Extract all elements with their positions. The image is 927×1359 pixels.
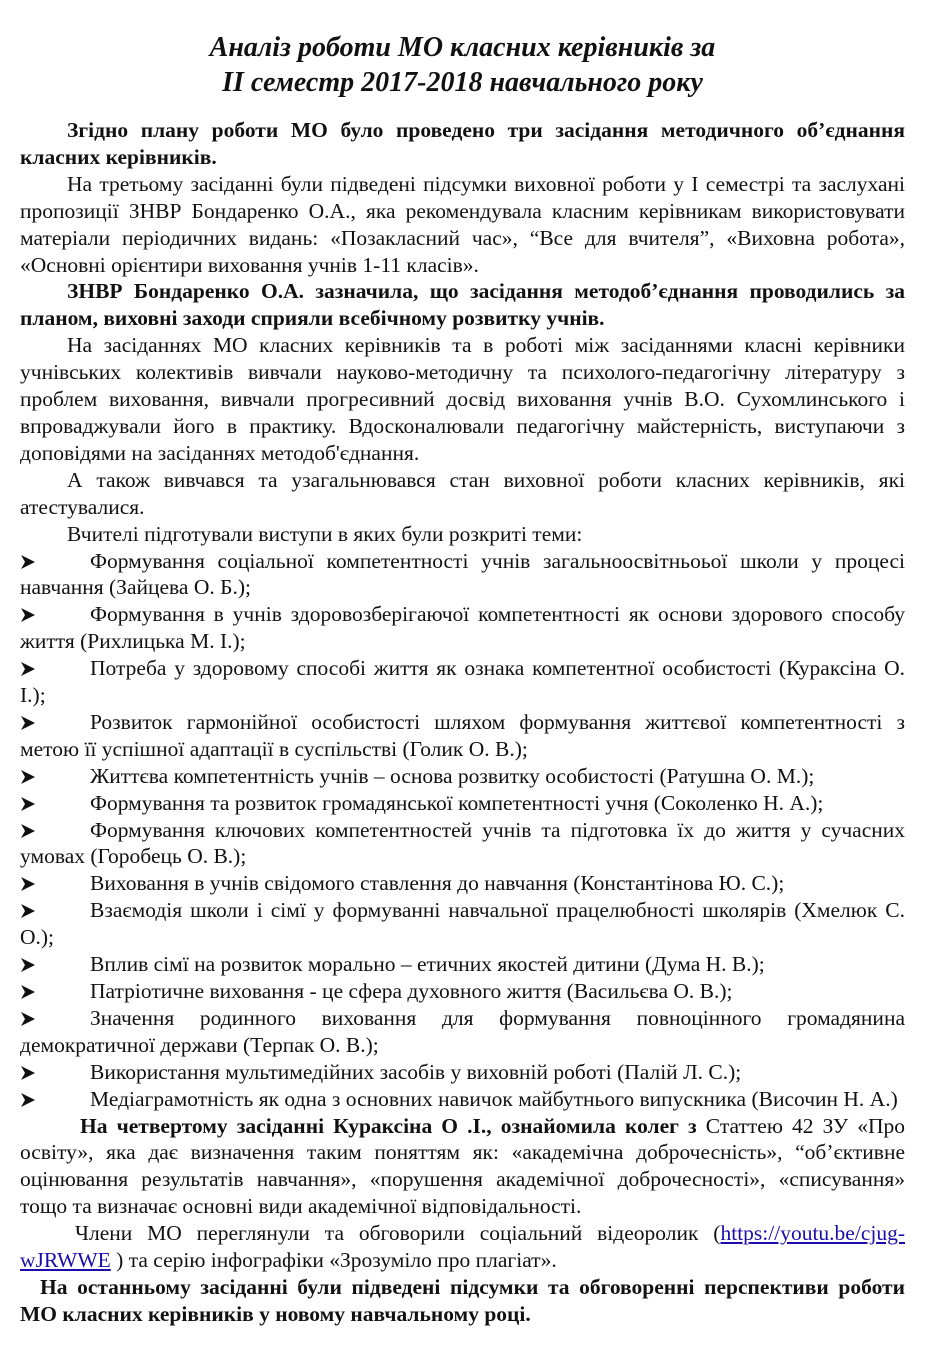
topic-item [20, 897, 905, 951]
topic-text: Розвиток гармонійної особистості шляхом формування життєвої компетентності з метою її успішної адаптації в суспільстві (Голик О. В.); [20, 709, 905, 761]
title-line-1: Аналіз роботи МО класних керівників за [209, 32, 716, 63]
bullet-arrow-icon [20, 951, 90, 978]
topic-item [20, 655, 905, 709]
title-line-2: ІІ семестр 2017-2018 навчального року [222, 67, 703, 98]
topic-item [20, 790, 905, 817]
topic-item [20, 601, 905, 655]
paragraph-bondarenko: ЗНВР Бондаренко О.А. зазначила, що засідання методоб’єднання проводились за планом, виховні заходи сприяли всебічному розвитку учнів. [20, 279, 905, 331]
topic-item [20, 870, 905, 897]
paragraph-final: На останньому засіданні були підведені підсумки та обговоренні перспективи роботи МО класних керівників у новому навчальному році. [20, 1274, 905, 1326]
bullet-arrow-icon [20, 978, 90, 1005]
bullet-arrow-icon [20, 1086, 90, 1113]
paragraph-methodology: На засіданнях МО класних керівників та в роботі між засіданнями класні керівники учнівських колективів вивчали науково-методичну та психолого-педагогічну літературу з проблем виховання, вивчали прогресивний досвід виховання учнів В.О. Сухомлинського і впроваджували його в практику. Вдосконалювали педагогічну майстерність, виступаючи з доповідями на засіданнях методоб'єднання. [20, 333, 905, 465]
paragraph-attestation: А також вивчався та узагальнювався стан виховної роботи класних керівників, які атестувалися. [20, 467, 905, 519]
topic-item [20, 548, 905, 602]
topic-item [20, 978, 905, 1005]
bullet-arrow-icon [20, 790, 90, 817]
video-text-after: ) та серію інфографіки «Зрозуміло про плагіат». [110, 1248, 557, 1273]
topic-text: Формування ключових компетентностей учнів та підготовка їх до життя у сучасних умовах (Горобець О. В.); [20, 817, 905, 869]
paragraph-topics-intro: Вчителі підготували виступи в яких були розкриті теми: [67, 521, 583, 546]
bullet-arrow-icon [20, 897, 90, 924]
bullet-arrow-icon [20, 1059, 90, 1086]
topic-text: Виховання в учнів свідомого ставлення до навчання (Константінова Ю. С.); [90, 871, 785, 896]
topic-item [20, 1005, 905, 1059]
topic-text: Потреба у здоровому способі життя як ознака компетентної особистості (Кураксіна О. І.); [20, 656, 905, 708]
fourth-meeting-lead: На четвертому засіданні Кураксіна О .І., ознайомила колег з [80, 1113, 697, 1138]
bullet-arrow-icon [20, 548, 90, 575]
bullet-arrow-icon [20, 1005, 90, 1032]
paragraph-third-meeting: На третьому засіданні були підведені підсумки виховної роботи у І семестрі та заслухані пропозиції ЗНВР Бондаренко О.А., яка рекомендувала класним керівникам використовувати матеріали періодичних видань: «Позакласний час», “Все для вчителя”, «Виховна робота», «Основні орієнтири виховання учнів 1-11 класів». [20, 171, 905, 277]
topic-text: Взаємодія школи і сімї у формуванні навчальної працелюбності школярів (Хмелюк С. О.); [20, 898, 905, 950]
document-title [20, 30, 905, 100]
paragraph-video [20, 1220, 905, 1274]
topic-item [20, 1059, 905, 1086]
topic-text: Значення родинного виховання для формування повноцінного громадянина демократичної держави (Терпак О. В.); [20, 1005, 905, 1057]
paragraph-intro: Згідно плану роботи МО було проведено три засідання методичного об’єднання класних керівників. [20, 118, 905, 169]
topic-text: Формування соціальної компетентності учнів загальноосвітньоьої школи у процесі навчання (Зайцева О. Б.); [20, 548, 905, 600]
topic-item [20, 817, 905, 871]
bullet-arrow-icon [20, 817, 90, 844]
video-text-before: Члени МО переглянули та обговорили соціальний відеоролик ( [75, 1221, 721, 1246]
topic-text: Формування та розвиток громадянської компетентності учня (Соколенко Н. А.); [90, 790, 824, 815]
bullet-arrow-icon [20, 655, 90, 682]
topic-text: Використання мультимедійних засобів у виховній роботі (Палій Л. С.); [90, 1059, 742, 1084]
topic-text: Життєва компетентність учнів – основа розвитку особистості (Ратушна О. М.); [90, 763, 815, 788]
topic-text: Формування в учнів здоровозберігаючої компетентності як основи здорового способу життя (Рихлицька М. І.); [20, 602, 905, 654]
fourth-meeting-rest: Статтею 42 ЗУ «Про освіту», яка дає визначення таким поняттям як: «академічна доброчесність», “об’єктивне оцінювання результатів навчання», «порушення академічної доброчесності», «списування» тощо та визначає основні види академічної відповідальності. [20, 1113, 905, 1219]
video-link[interactable]: https://youtu.be/cjug-wJRWWE [20, 1221, 905, 1273]
topic-item [20, 951, 905, 978]
topic-text: Патріотичне виховання - це сфера духовного життя (Васильєва О. В.); [90, 979, 733, 1003]
topics-list [20, 548, 905, 1113]
bullet-arrow-icon [20, 709, 90, 736]
topic-text: Вплив сімї на розвиток морально – етичних якостей дитини (Дума Н. В.); [90, 952, 765, 977]
bullet-arrow-icon [20, 870, 90, 897]
bullet-arrow-icon [20, 601, 90, 628]
topic-item [20, 1086, 905, 1113]
topic-item [20, 763, 905, 790]
topic-item [20, 709, 905, 763]
bullet-arrow-icon [20, 763, 90, 790]
topic-text: Медіаграмотність як одна з основних навичок майбутнього випускника (Височин Н. А.) [90, 1086, 898, 1111]
paragraph-fourth-meeting [20, 1113, 905, 1221]
